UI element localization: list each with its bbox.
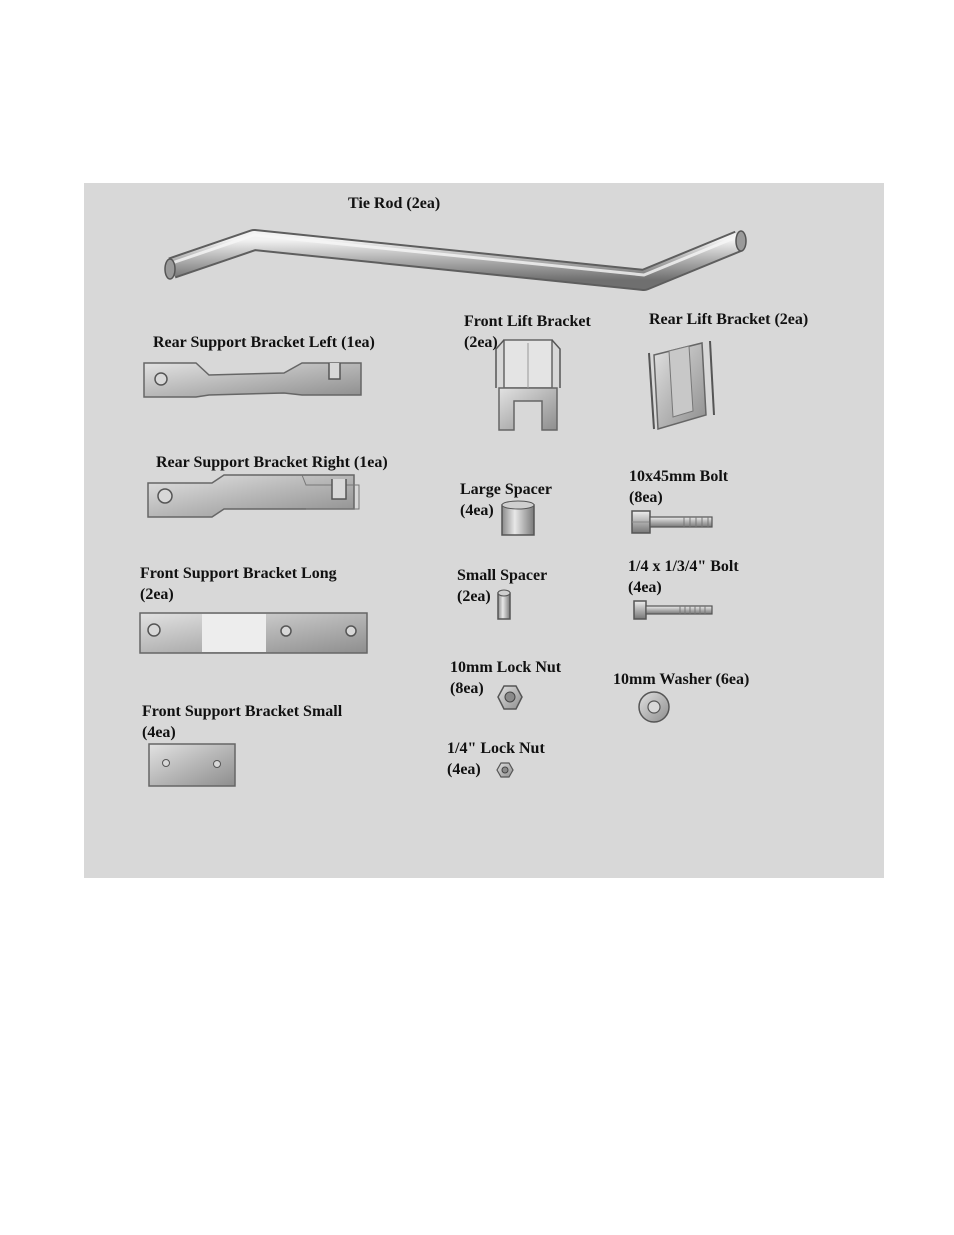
front-support-bracket-small-part: [149, 744, 235, 786]
rear-lift-bracket-part: [649, 341, 714, 429]
label-large-spacer-line1: Large Spacer: [460, 481, 552, 498]
label-front-support-small-line1: Front Support Bracket Small: [142, 703, 343, 720]
rear-support-bracket-right-part: [148, 475, 359, 517]
label-rear-lift-bracket: Rear Lift Bracket (2ea): [649, 311, 809, 328]
washer-10mm-part: [639, 692, 669, 722]
label-lock-nut-quarter-line1: 1/4" Lock Nut: [447, 740, 545, 757]
label-front-support-long-line2: (2ea): [140, 586, 174, 603]
label-large-spacer: [460, 479, 552, 521]
label-bolt-10x45-line2: (8ea): [629, 489, 663, 506]
label-front-support-bracket-small: [142, 701, 342, 743]
label-front-support-small-line2: (4ea): [142, 724, 176, 741]
label-lock-nut-10mm-line1: 10mm Lock Nut: [450, 659, 562, 676]
label-bolt-quarter-line1: 1/4 x 1/3/4" Bolt: [628, 558, 739, 575]
label-lock-nut-quarter: [447, 738, 545, 780]
label-small-spacer-line1: Small Spacer: [457, 567, 548, 584]
label-front-lift-line1: Front Lift Bracket: [464, 313, 591, 330]
label-bolt-quarter: [628, 556, 739, 598]
label-washer-10mm: 10mm Washer (6ea): [613, 671, 750, 688]
label-small-spacer-line2: (2ea): [457, 588, 491, 605]
label-lock-nut-10mm-line2: (8ea): [450, 680, 484, 697]
label-front-lift-bracket: [464, 311, 591, 353]
label-front-support-long-line1: Front Support Bracket Long: [140, 565, 337, 582]
bolt-10x45-part: [632, 511, 712, 533]
parts-photo: [84, 183, 884, 878]
label-tie-rod: Tie Rod (2ea): [348, 195, 441, 212]
label-large-spacer-line2: (4ea): [460, 502, 494, 519]
front-lift-bracket-part: [496, 340, 560, 430]
label-bolt-10x45: [629, 466, 728, 508]
rear-support-bracket-left-part: [144, 363, 361, 397]
label-rear-support-bracket-left: Rear Support Bracket Left (1ea): [153, 334, 375, 351]
bolt-quarter-part: [634, 601, 712, 619]
label-lock-nut-10mm: [450, 657, 561, 699]
label-rear-support-bracket-right: Rear Support Bracket Right (1ea): [156, 454, 388, 471]
front-support-bracket-long-part: [140, 613, 367, 653]
label-lock-nut-quarter-line2: (4ea): [447, 761, 481, 778]
label-small-spacer: [457, 565, 547, 607]
label-front-lift-line2: (2ea): [464, 334, 498, 351]
tie-rod-part: [165, 231, 746, 280]
label-bolt-10x45-line1: 10x45mm Bolt: [629, 468, 729, 485]
label-bolt-quarter-line2: (4ea): [628, 579, 662, 596]
label-front-support-bracket-long: [140, 563, 337, 605]
